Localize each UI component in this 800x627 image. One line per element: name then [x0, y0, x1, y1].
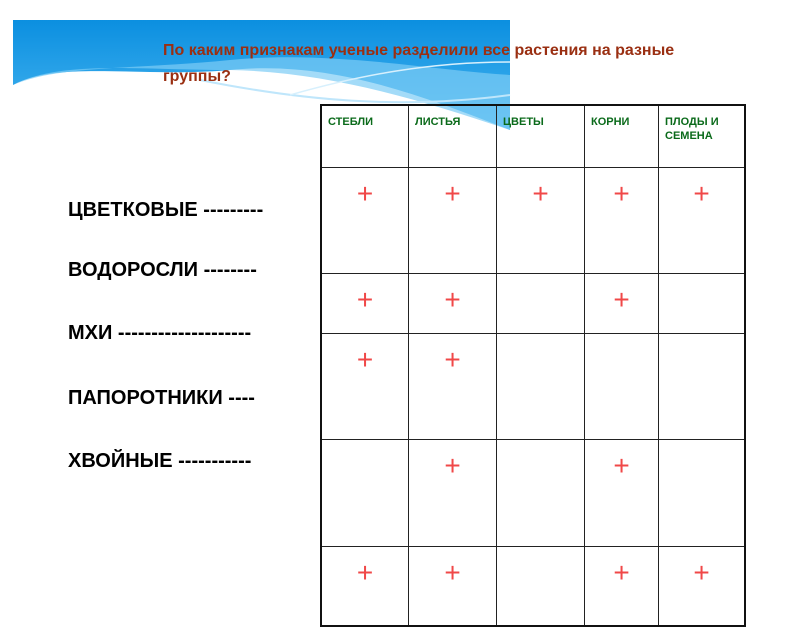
plus-mark: + [613, 556, 630, 588]
plus-mark: + [356, 177, 374, 209]
table-cell [497, 167, 585, 273]
table-cell [321, 167, 409, 273]
plus-mark: + [693, 556, 710, 588]
table-row [321, 439, 745, 546]
table-cell [409, 439, 497, 546]
group-label: ВОДОРОСЛИ -------- [68, 259, 257, 281]
plus-mark: + [444, 449, 461, 481]
plus-mark: + [356, 283, 374, 315]
group-label: ХВОЙНЫЕ ----------- [68, 450, 252, 472]
table-cell [585, 546, 659, 626]
table-cell [497, 333, 585, 439]
plus-mark: + [613, 449, 630, 481]
column-header: ПЛОДЫ И СЕМЕНА [659, 105, 746, 167]
table-row [321, 273, 745, 333]
table-row [321, 167, 745, 273]
plus-mark: + [444, 556, 461, 588]
table-cell [321, 333, 409, 439]
column-header: ЛИСТЬЯ [409, 105, 497, 167]
table-cell [585, 273, 659, 333]
table-cell [659, 439, 746, 546]
group-label: ЦВЕТКОВЫЕ --------- [68, 199, 264, 221]
plus-mark: + [444, 343, 461, 375]
table-cell [409, 167, 497, 273]
plus-mark: + [356, 343, 374, 375]
table-cell [409, 333, 497, 439]
plus-mark: + [613, 177, 630, 209]
column-header: СТЕБЛИ [321, 105, 409, 167]
features-table [320, 104, 746, 627]
plus-mark: + [444, 283, 461, 315]
table-cell [659, 546, 746, 626]
table-cell [585, 167, 659, 273]
plus-mark: + [613, 283, 630, 315]
table-cell [659, 167, 746, 273]
table-cell [585, 439, 659, 546]
table-cell [321, 439, 409, 546]
table-header-row [321, 105, 745, 167]
table-cell [321, 546, 409, 626]
table-cell [659, 333, 746, 439]
table-cell [497, 439, 585, 546]
plus-mark: + [356, 556, 374, 588]
table-cell [497, 546, 585, 626]
table-row [321, 333, 745, 439]
group-label: ПАПОРОТНИКИ ---- [68, 387, 255, 409]
table-cell [585, 333, 659, 439]
table-row [321, 546, 745, 626]
column-header: ЦВЕТЫ [497, 105, 585, 167]
table-cell [321, 273, 409, 333]
table-cell [659, 273, 746, 333]
slide-title: По каким признакам ученые разделили все растения на разные группы? [163, 42, 675, 85]
plus-mark: + [693, 177, 710, 209]
group-label: МХИ -------------------- [68, 322, 252, 344]
plus-mark: + [532, 177, 549, 209]
table-cell [409, 273, 497, 333]
table-cell [409, 546, 497, 626]
table-cell [497, 273, 585, 333]
plus-mark: + [444, 177, 461, 209]
column-header: КОРНИ [585, 105, 659, 167]
